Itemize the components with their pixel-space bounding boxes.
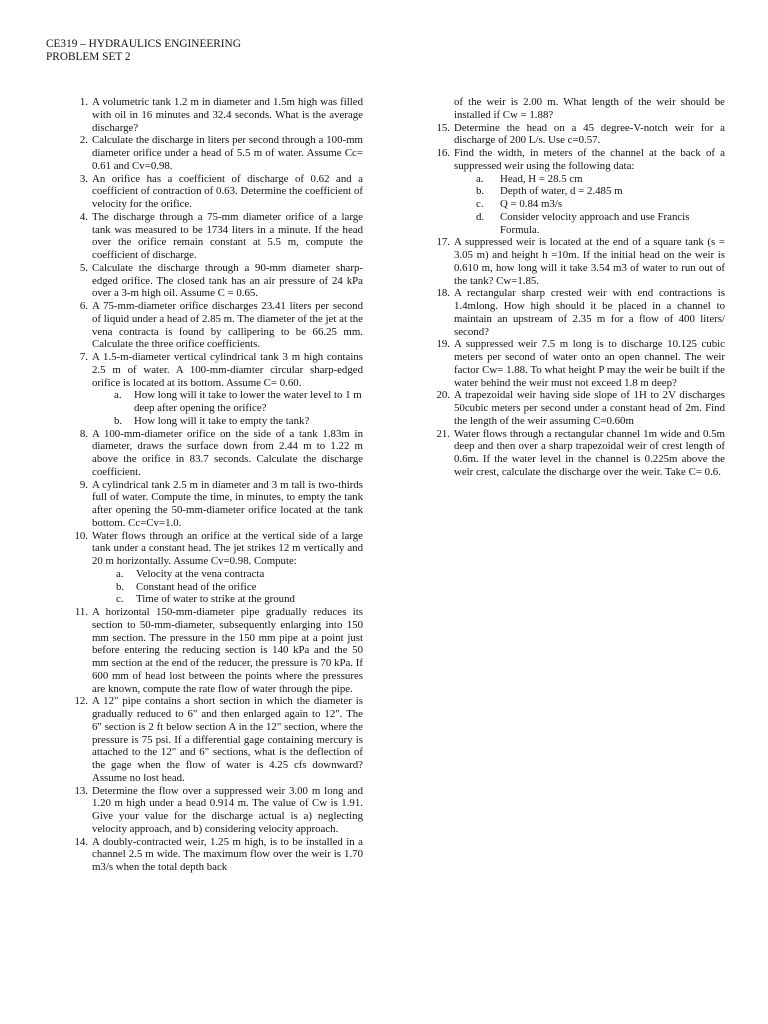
problem-5 [66, 262, 363, 300]
sub-question [92, 415, 363, 428]
problem-text: A cylindrical tank 2.5 m in diameter and 3 m tall is two-thirds full of water. Compute the time, in minutes, to empty the tank after opening the 50-mm-diameter orifice located at the tank bottom. Cc=Cv=1.0. [92, 478, 363, 529]
sub-question-label: b. [114, 414, 123, 427]
problem-11 [66, 606, 363, 695]
sub-question-label: a. [114, 389, 122, 402]
problem-text: A 75-mm-diameter orifice discharges 23.41 liters per second of liquid under a head of 2.85 m. The diameter of the jet at the vena contracta is found by callipering to be 66.25 mm. Calculate the three orifice coefficients. [92, 300, 363, 351]
document-header [46, 38, 241, 64]
problem-number: 19. [436, 338, 450, 351]
problem-set-title: PROBLEM SET 2 [46, 51, 131, 63]
sub-question-text: Consider velocity approach and use Francis Formula. [500, 210, 690, 236]
problem-20 [428, 389, 725, 427]
problem-10 [66, 530, 363, 607]
problem-text: A horizontal 150-mm-diameter pipe gradually reduces its section to 50-mm-diameter, subsequently enlarging into 150 mm section. The pressure in the 150 mm pipe at a point just before entering the reducing section is 140 kPa and the 50 mm section at the end of the reducer, the pressure is 70 kPa. If 600 mm of head lost between the points where the pressures are known, compute the rate flow of water through the pipe. [92, 606, 363, 695]
problem-number: 1. [79, 96, 88, 108]
problem-text: A 100-mm-diameter orifice on the side of a tank 1.83m in diameter, draws the surface down from 2.44 m to 1.22 m above the orifice in 83.7 seconds. Calculate the discharge coefficient. [92, 427, 363, 478]
sub-question-text: Constant head of the orifice [136, 580, 257, 593]
problem-text: A rectangular sharp crested weir with end contractions is 1.4mlong. How high should it be placed in a channel to maintain an upstream of 2.35 m for a flow of 400 liters/ second? [454, 287, 725, 338]
sub-question-list [92, 568, 363, 606]
sub-question-label: c. [116, 593, 124, 606]
problem-12 [66, 695, 363, 784]
problem-text: Water flows through a rectangular channel 1m wide and 0.5m deep and then over a sharp trapezoidal weir of crest length of 0.6m. If the water level in the channel is 0.225m above the weir crest, calculate the discharge over the weir. Take C= 0.6. [454, 427, 725, 478]
left-column [66, 96, 363, 874]
sub-question-text: Head, H = 28.5 cm [500, 172, 583, 185]
sub-question-list [92, 389, 363, 427]
problem-9 [66, 479, 363, 530]
sub-question [454, 173, 725, 186]
problem-text: A suppressed weir 7.5 m long is to discharge 10.125 cubic meters per second of water onto an open channel. The weir factor Cw= 1.88. To what height P may the weir be built if the water behind the weir must not exceed 1.8 m deep? [454, 338, 725, 389]
problem-14 [66, 836, 363, 874]
sub-question [92, 568, 363, 581]
sub-question-text: Velocity at the vena contracta [136, 567, 265, 580]
problem-text: Calculate the discharge in liters per second through a 100-mm diameter orifice under a head of 5.5 m of water. Assume Cc= 0.61 and Cv=0.98. [92, 134, 363, 172]
problem-number: 2. [79, 134, 88, 147]
problem-19 [428, 338, 725, 389]
problem-4 [66, 211, 363, 262]
problem-text: An orifice has a coefficient of discharge of 0.62 and a coefficient of contraction of 0.63. Determine the coefficient of velocity for the orifice. [92, 172, 363, 210]
problem-number: 4. [79, 210, 88, 223]
problem-3 [66, 173, 363, 211]
problem-number: 8. [79, 427, 88, 440]
problem-number: 11. [74, 606, 88, 618]
problem-number: 21. [436, 427, 450, 440]
sub-question-label: a. [116, 567, 124, 580]
right-column [428, 96, 725, 479]
problem-number: 6. [79, 300, 88, 312]
sub-question-label: b. [116, 580, 125, 593]
problem-text: A volumetric tank 1.2 m in diameter and 1.5m high was filled with oil in 16 minutes and 32.4 seconds. What is the average discharge? [92, 96, 363, 134]
problem-number: 18. [436, 287, 450, 300]
sub-question [92, 593, 363, 606]
problem-number: 17. [436, 236, 450, 249]
sub-question-label: c. [476, 198, 484, 210]
course-title: CE319 – HYDRAULICS ENGINEERING [46, 38, 241, 50]
sub-question [454, 185, 725, 198]
sub-question-list [454, 173, 725, 237]
problem-number: 13. [74, 784, 88, 797]
problem-number: 3. [79, 172, 88, 185]
problem-number: 9. [79, 478, 88, 491]
sub-question-text: How long will it take to empty the tank? [134, 414, 310, 427]
problem-number: 14. [74, 835, 88, 848]
problem-text: Determine the flow over a suppressed weir 3.00 m long and 1.20 m high under a head 0.914 m. The value of Cw is 1.91. Give your value for the discharge actual is a) neglecting velocity approach, and b) considering velocity approach. [92, 784, 363, 835]
problem-text: A 1.5-m-diameter vertical cylindrical tank 3 m high contains 2.5 m of water. A 100-mm-diamter circular sharp-edged orifice is located at its bottom. Assume C= 0.60. [92, 351, 363, 389]
problem-number: 16. [436, 147, 450, 159]
problem-16 [428, 147, 725, 236]
problem-text: Water flows through an orifice at the vertical side of a large tank under a constant head. The jet strikes 12 m vertically and 20 m horizontally. Assume Cv=0.98. Compute: [92, 529, 363, 567]
problem-number: 7. [79, 351, 88, 363]
sub-question [454, 198, 725, 211]
problem-14-continuation: of the weir is 2.00 m. What length of the weir should be installed if Cw = 1.88? [454, 96, 725, 121]
problem-text: A doubly-contracted weir, 1.25 m high, is to be installed in a channel 2.5 m wide. The maximum flow over the weir is 1.70 m3/s when the total depth back [92, 835, 363, 873]
problem-17 [428, 236, 725, 287]
sub-question-text: Depth of water, d = 2.485 m [500, 185, 623, 198]
problem-number: 12. [74, 695, 88, 708]
problem-text: Calculate the discharge through a 90-mm diameter sharp-edged orifice. The closed tank has an air pressure of 24 kPa over a 3-m high oil. Assume C = 0.65. [92, 261, 363, 300]
problem-number: 15. [436, 121, 450, 134]
problem-6 [66, 300, 363, 351]
sub-question-label: b. [476, 185, 485, 198]
problem-text: A trapezoidal weir having side slope of 1H to 2V discharges 50cubic meters per second under a constant head of 2m. Find the length of the weir assuming C=0.60m [454, 389, 725, 427]
problem-number: 5. [79, 261, 88, 274]
problem-8 [66, 428, 363, 479]
problem-2 [66, 134, 363, 172]
problem-21 [428, 428, 725, 479]
problem-text: A suppressed weir is located at the end of a square tank (s = 3.05 m) and height h =10m. If the initial head on the weir is 0.610 m, how long will it take 3.54 m3 of water to run out of the tank? Cw=1.85. [454, 236, 725, 287]
problem-text: A 12" pipe contains a short section in which the diameter is gradually reduced to 6" and then enlarged again to 12". The 6" section is 2 ft below section A in the 12" section, where the pressure is 75 psi. If a differential gage containing mercury is attached to the 12" and 6" sections, what is the deflection of the gage when the flow of water is 4.25 cfs downward? Assume no lost head. [92, 695, 363, 784]
problem-number: 10. [74, 529, 88, 542]
problem-1 [66, 96, 363, 134]
sub-question-text: Q = 0.84 m3/s [500, 198, 563, 210]
problem-7 [66, 351, 363, 428]
problem-number: 20. [436, 389, 450, 402]
sub-question-text: Time of water to strike at the ground [136, 593, 295, 606]
problem-text: Find the width, in meters of the channel at the back of a suppressed weir using the following data: [454, 147, 725, 172]
problem-18 [428, 287, 725, 338]
sub-question [92, 581, 363, 594]
sub-question-text: How long will it take to lower the water level to 1 m deep after opening the orifice? [134, 389, 362, 414]
sub-question-label: d. [476, 210, 485, 223]
problem-13 [66, 785, 363, 836]
sub-question [92, 389, 363, 415]
problem-text: Determine the head on a 45 degree-V-notch weir for a discharge of 200 L/s. Use c=0.57. [454, 121, 725, 147]
sub-question-label: a. [476, 172, 484, 185]
sub-question [454, 211, 725, 237]
problem-15 [428, 122, 725, 148]
problem-text: The discharge through a 75-mm diameter orifice of a large tank was measured to be 1734 liters in a minute. If the head over the orifice remain constant at 5.5 m, compute the coefficient of discharge. [92, 210, 363, 261]
